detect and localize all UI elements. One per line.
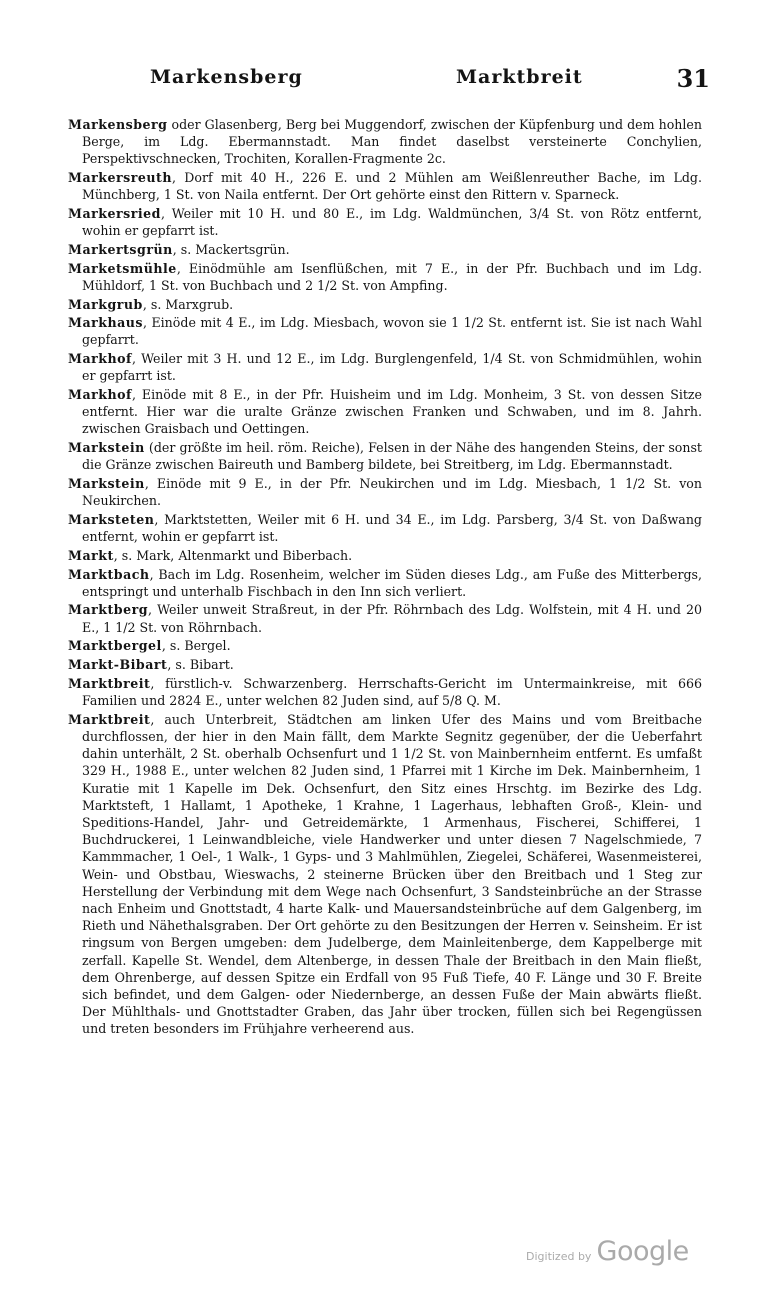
entry-headword: Markhaus bbox=[68, 315, 144, 331]
entry-headword: Marketsmühle bbox=[68, 260, 177, 276]
entry bbox=[68, 656, 702, 673]
entry-body: , s. Mark, Altenmarkt und Biberbach. bbox=[113, 547, 353, 563]
entry-body: , s. Bergel. bbox=[161, 638, 231, 654]
entry-headword: Markersried bbox=[68, 206, 161, 222]
entry bbox=[68, 637, 702, 654]
entry-body: , s. Marxgrub. bbox=[142, 296, 234, 312]
entry-body: , Einöde mit 4 E., im Ldg. Miesbach, wovon sie 1 1/2 St. entfernt ist. Sie ist nach Wahl gepfarrt. bbox=[82, 315, 702, 348]
entry-body: , auch Unterbreit, Städtchen am linken Ufer des Mains und vom Breitbache durchflossen, der hier in den Main fällt, dem Markte Segnitz gegenüber, der die Ueberfahrt dahin unterhält, 2 St. oberhalb Ochsenfurt und 1 1/2 St. von Mainbernheim entfernt. Es umfaßt 329 H., 1988 E., unter welchen 82 Juden sind, 1 Pfarrei mit 1 Kirche im Dek. Mainbernheim, 1 Kuratie mit 1 Kapelle im Dek. Ochsenfurt, den Sitz eines Hrschtg. im Bezirke des Ldg. Marktsteft, 1 Hallamt, 1 Apotheke, 1 Krahne, 1 Lagerhaus, lebhaften Groß-, Klein- und Speditions-Handel, Jahr- und Getreidemärkte, 1 Armenhaus, Fischerei, Schifferei, 1 Buchdruckerei, 1 Leinwandbleiche, viele Handwerker und unter diesen 7 Nagelschmiede, 7 Kammmacher, 1 Oel-, 1 Walk-, 1 Gyps- und 3 Mahlmühlen, Ziegelei, Schäferei, Wasenmeisterei, Wein- und Obstbau, Wieswachs, 2 steinerne Brücken über den Breitbach und 1 Steg zur Herstellung der Verbindung mit dem Wege nach Ochsenfurt, 3 Sandsteinbrüche an der Strasse nach Enheim und Gnottstadt, 4 harte Kalk- und Mauersandsteinbrüche auf dem Galgenberg, im Rieth und Nähethalsgraben. Der Ort gehörte zu den Besitzungen der Herren v. Seinsheim. Er ist ringsum von Bergen umgeben: dem Judelberge, dem Mainleitenberge, dem Kappelberge mit zerfall. Kapelle St. Wendel, dem Altenberge, in dessen Thale der Breitbach in den Main fließt, dem Ohrenberge, auf dessen Spitze ein Erdfall von 95 Fuß Tiefe, 40 F. Länge und 30 F. Breite sich befindet, und dem Galgen- oder Niedernberge, an dessen Fuße der Main abwärts fließt. Der Mühlthals- und Gnottstadter Graben, das Jahr über trocken, füllen sich bei Regengüssen und treten besonders im Frühjahre verheerend aus. bbox=[82, 711, 702, 1037]
entry-body: , s. Mackertsgrün. bbox=[172, 241, 290, 257]
entry bbox=[68, 547, 702, 564]
entry bbox=[68, 566, 702, 600]
entry-headword: Markhof bbox=[68, 387, 132, 403]
entry bbox=[68, 205, 702, 239]
header-left-catchword: Markensberg bbox=[150, 66, 303, 88]
entry-body: , Weiler mit 10 H. und 80 E., im Ldg. Waldmünchen, 3/4 St. von Rötz entfernt, wohin er gepfarrt ist. bbox=[82, 206, 702, 239]
entry bbox=[68, 601, 702, 635]
entry-body: , Marktstetten, Weiler mit 6 H. und 34 E., im Ldg. Parsberg, 3/4 St. von Daßwang entfernt, wohin er gepfarrt ist. bbox=[82, 511, 702, 545]
entry-headword: Marktbreit bbox=[68, 711, 151, 727]
google-logo: Google bbox=[596, 1236, 689, 1267]
digitized-watermark bbox=[526, 1236, 689, 1267]
entry-headword: Markt-Bibart bbox=[68, 657, 168, 673]
entry bbox=[68, 511, 702, 545]
entry bbox=[68, 241, 702, 258]
entry bbox=[68, 116, 702, 168]
entry-body: , Weiler mit 3 H. und 12 E., im Ldg. Burglengenfeld, 1/4 St. von Schmidmühlen, wohin er gepfarrt ist. bbox=[82, 351, 702, 384]
entry-headword: Marktbergel bbox=[68, 638, 162, 654]
entry bbox=[68, 169, 702, 203]
entry-body: (der größte im heil. röm. Reiche), Felsen in der Nähe des hangenden Steins, der sonst die Gränze zwischen Baireuth und Bamberg bildete, bei Streitberg, im Ldg. Ebermannstadt. bbox=[82, 440, 702, 473]
entry bbox=[68, 675, 702, 709]
dictionary-text bbox=[68, 116, 702, 1039]
entry bbox=[68, 350, 702, 384]
entry bbox=[68, 386, 702, 438]
entry-headword: Markstein bbox=[68, 440, 145, 456]
entry-headword: Markersreuth bbox=[68, 170, 172, 186]
entry-body: , Einödmühle am Isenflüßchen, mit 7 E., in der Pfr. Buchbach und im Ldg. Mühldorf, 1 St. von Buchbach und 2 1/2 St. von Ampfing. bbox=[82, 260, 702, 293]
running-header bbox=[150, 66, 710, 96]
entry bbox=[68, 475, 702, 509]
entry-body: , fürstlich-v. Schwarzenberg. Herrschafts-Gericht im Untermainkreise, mit 666 Familien und 2824 E., unter welchen 82 Juden sind, auf 5/8 Q. M. bbox=[82, 675, 702, 708]
digitized-label: Digitized by bbox=[526, 1250, 592, 1263]
entry bbox=[68, 296, 702, 313]
entry-body: , Weiler unweit Straßreut, in der Pfr. Röhrnbach des Ldg. Wolfstein, mit 4 H. und 20 E., 1 1/2 St. von Röhrnbach. bbox=[82, 602, 702, 635]
entry-headword: Markensberg bbox=[68, 117, 168, 132]
entry-headword: Markt bbox=[68, 547, 114, 563]
entry-body: , Einöde mit 9 E., in der Pfr. Neukirchen und im Ldg. Miesbach, 1 1/2 St. von Neukirchen. bbox=[82, 476, 702, 509]
entry-headword: Marktbach bbox=[68, 566, 150, 582]
entry-headword: Marksteten bbox=[68, 511, 155, 527]
entry bbox=[68, 314, 702, 348]
entry-headword: Marktbreit bbox=[68, 675, 151, 691]
entry-body: , s. Bibart. bbox=[167, 657, 234, 673]
page-number: 31 bbox=[676, 64, 710, 93]
header-right-catchword: Marktbreit bbox=[456, 66, 583, 88]
entry-headword: Markstein bbox=[68, 476, 145, 492]
entry-headword: Markgrub bbox=[68, 296, 143, 312]
entry bbox=[68, 439, 702, 473]
entry-body: , Dorf mit 40 H., 226 E. und 2 Mühlen am Weißlenreuther Bache, im Ldg. Münchberg, 1 St. von Naila entfernt. Der Ort gehörte einst den Rittern v. Sparneck. bbox=[82, 170, 702, 203]
entry bbox=[68, 260, 702, 294]
entry-body: , Bach im Ldg. Rosenheim, welcher im Süden dieses Ldg., am Fuße des Mitterbergs, entspringt und unterhalb Fischbach in den Inn sich verliert. bbox=[82, 566, 702, 599]
entry-body: , Einöde mit 8 E., in der Pfr. Huisheim und im Ldg. Monheim, 3 St. von dessen Sitze entfernt. Hier war die uralte Gränze zwischen Franken und Schwaben, und im 8. Jahrh. zwischen Graisbach und Oettingen. bbox=[82, 387, 702, 437]
entry-headword: Markhof bbox=[68, 351, 132, 367]
entry-headword: Markertsgrün bbox=[68, 241, 173, 257]
entry-headword: Marktberg bbox=[68, 602, 149, 618]
entry-body: oder Glasenberg, Berg bei Muggendorf, zwischen der Küpfenburg und dem hohlen Berge, im Ldg. Ebermannstadt. Man findet daselbst versteinerte Conchylien, Perspektivschnecken, Trochiten, Korallen-Fragmente 2c. bbox=[82, 117, 702, 167]
entry bbox=[68, 711, 702, 1038]
